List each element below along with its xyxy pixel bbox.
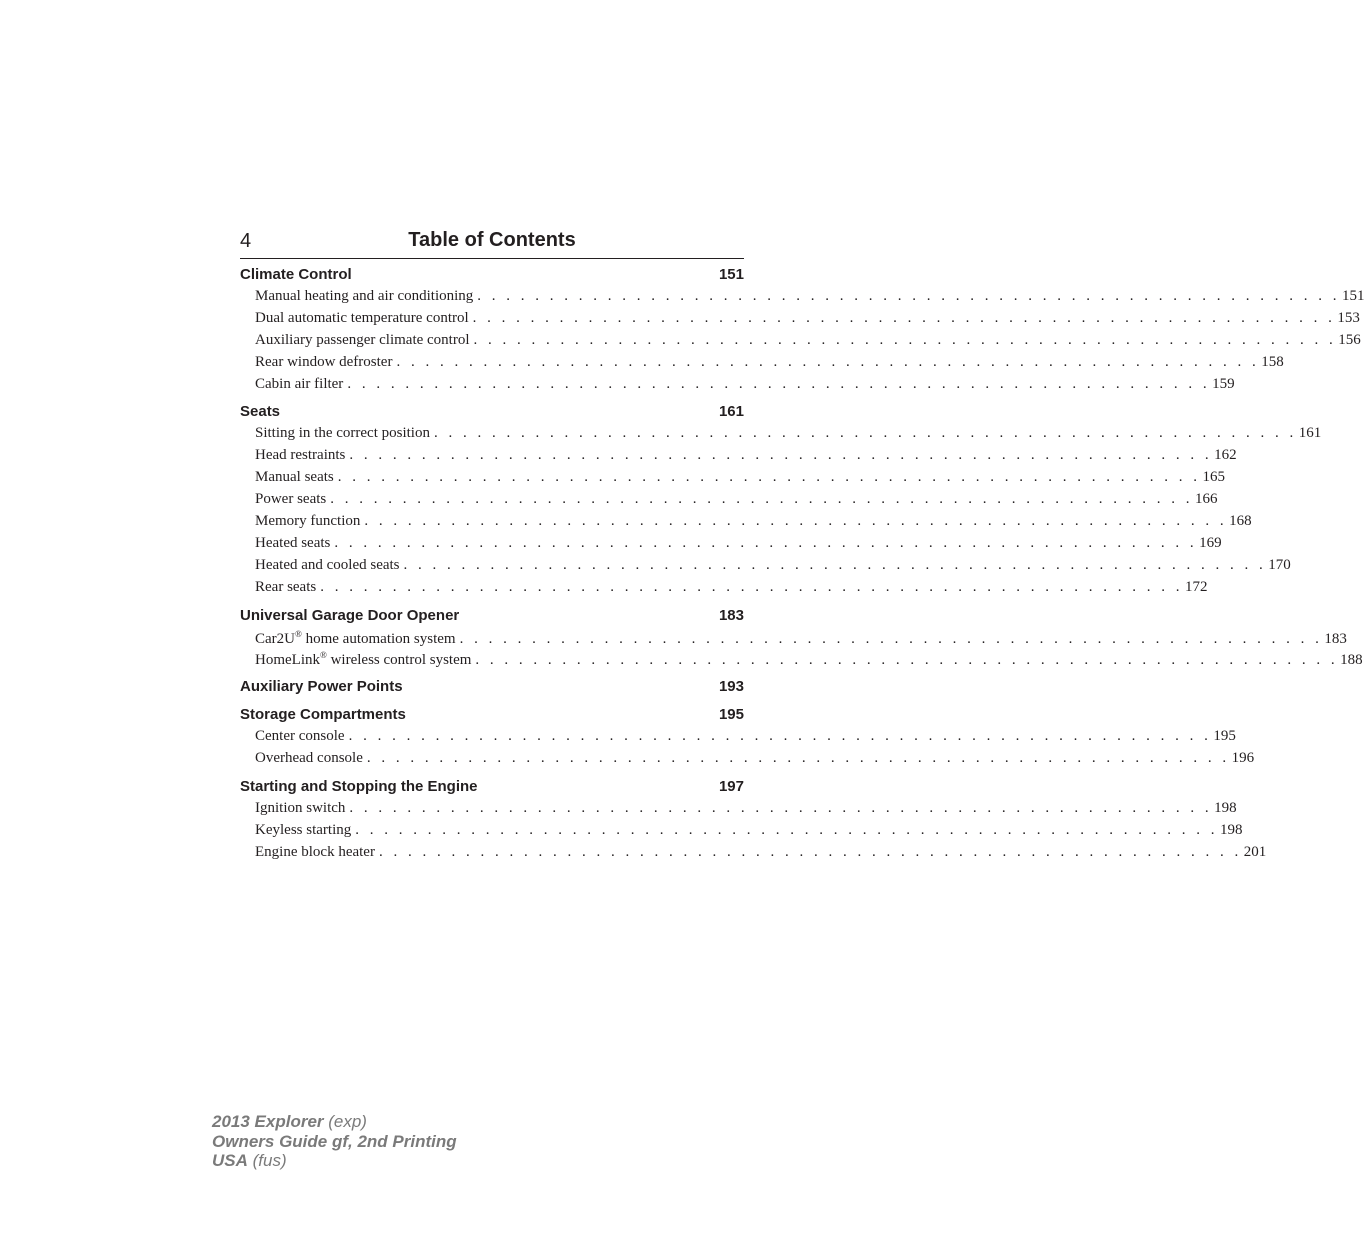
entry-page-number: 165 [1202, 469, 1225, 486]
toc-entry[interactable] [240, 288, 1365, 310]
entry-label: Car2U® home automation system [255, 628, 456, 647]
toc-entry[interactable] [240, 491, 1218, 513]
section-title: Seats [240, 403, 281, 421]
toc-entry[interactable] [240, 425, 1322, 447]
dot-leader: . . . . . . . . . . . . . . . . . . . . . . . . . . . . . . . . . . . . . . . . . . . . . . . . . . . . . . . . . . . . [475, 652, 1339, 669]
entry-page-number: 170 [1268, 556, 1291, 573]
table-of-contents [240, 266, 1365, 872]
dot-leader: . . . . . . . . . . . . . . . . . . . . . . . . . . . . . . . . . . . . . . . . . . . . . . . . . . . . . . . . . . . . [364, 513, 1228, 530]
toc-entry[interactable] [240, 375, 1235, 398]
entry-label: Rear window defroster [255, 353, 393, 370]
toc-entry[interactable] [240, 578, 1208, 601]
toc-entry[interactable] [240, 728, 1236, 750]
entry-page-number: 183 [1324, 630, 1347, 647]
entry-page-number: 168 [1229, 513, 1252, 530]
dot-leader: . . . . . . . . . . . . . . . . . . . . . . . . . . . . . . . . . . . . . . . . . . . . . . . . . . . . . . . . . . . . [337, 469, 1201, 486]
dot-leader: . . . . . . . . . . . . . . . . . . . . . . . . . . . . . . . . . . . . . . . . . . . . . . . . . . . . . . . . . . . . [472, 309, 1336, 326]
footer-line-2: Owners Guide gf, 2nd Printing [212, 1131, 457, 1151]
toc-entry[interactable] [240, 843, 1267, 866]
entry-label: Engine block heater [255, 843, 375, 860]
toc-section-heading[interactable] [240, 778, 744, 800]
entry-page-number: 169 [1199, 534, 1222, 551]
section-page-number: 195 [718, 706, 744, 724]
registered-mark: ® [295, 628, 302, 639]
entry-page-number: 158 [1261, 353, 1284, 370]
section-title: Starting and Stopping the Engine [240, 778, 478, 796]
section-title: Climate Control [240, 266, 352, 283]
entry-label: HomeLink® wireless control system [255, 650, 472, 669]
entry-page-number: 172 [1184, 578, 1208, 595]
toc-section [240, 606, 1363, 673]
page-title: Table of Contents [408, 229, 576, 251]
dot-leader: . . . . . . . . . . . . . . . . . . . . . . . . . . . . . . . . . . . . . . . . . . . . . . . . . . . . . . . . . . . . [347, 375, 1211, 392]
toc-entry[interactable] [240, 750, 1255, 772]
dot-leader: . . . . . . . . . . . . . . . . . . . . . . . . . . . . . . . . . . . . . . . . . . . . . . . . . . . . . . . . . . . . [433, 425, 1297, 442]
section-title: Auxiliary Power Points [240, 678, 403, 696]
dot-leader: . . . . . . . . . . . . . . . . . . . . . . . . . . . . . . . . . . . . . . . . . . . . . . . . . . . . . . . . . . . . [349, 800, 1213, 817]
toc-entry[interactable] [240, 628, 1347, 651]
dot-leader: . . . . . . . . . . . . . . . . . . . . . . . . . . . . . . . . . . . . . . . . . . . . . . . . . . . . . . . . . . . . [355, 822, 1218, 839]
toc-entry[interactable] [240, 309, 1360, 332]
toc-entry[interactable] [240, 650, 1363, 672]
entry-label: Heated and cooled seats [255, 556, 400, 573]
toc-entry[interactable] [240, 469, 1225, 491]
entry-label: Heated seats [255, 534, 331, 551]
entry-label: Auxiliary passenger climate control [255, 331, 470, 348]
toc-section [240, 706, 1255, 772]
dot-leader: . . . . . . . . . . . . . . . . . . . . . . . . . . . . . . . . . . . . . . . . . . . . . . . . . . . . . . . . . . . . [330, 491, 1193, 508]
entry-page-number: 195 [1213, 728, 1236, 745]
dot-leader: . . . . . . . . . . . . . . . . . . . . . . . . . . . . . . . . . . . . . . . . . . . . . . . . . . . . . . . . . . . . [349, 447, 1213, 464]
toc-section-heading[interactable] [240, 607, 744, 629]
dot-leader: . . . . . . . . . . . . . . . . . . . . . . . . . . . . . . . . . . . . . . . . . . . . . . . . . . . . . . . . . . . . [477, 288, 1341, 304]
dot-leader: . . . . . . . . . . . . . . . . . . . . . . . . . . . . . . . . . . . . . . . . . . . . . . . . . . . . . . . . . . . . [334, 534, 1198, 551]
section-page-number: 193 [718, 678, 744, 696]
footer-line-3: USA (fus) [212, 1151, 287, 1170]
toc-section [240, 403, 1322, 600]
entry-label: Overhead console [255, 750, 363, 767]
entry-page-number: 161 [1298, 425, 1322, 442]
dot-leader: . . . . . . . . . . . . . . . . . . . . . . . . . . . . . . . . . . . . . . . . . . . . . . . . . . . . . . . . . . . . [396, 353, 1260, 370]
entry-page-number: 153 [1337, 309, 1360, 326]
registered-mark: ® [320, 650, 327, 661]
toc-section [240, 266, 1365, 397]
footer [212, 1112, 457, 1171]
entry-label: Keyless starting [255, 822, 352, 839]
toc-entry[interactable] [240, 822, 1243, 844]
toc-section [240, 778, 1267, 866]
entry-label: Rear seats [255, 578, 317, 595]
toc-entry[interactable] [240, 513, 1252, 535]
section-page-number: 183 [718, 606, 744, 624]
entry-label: Manual heating and air conditioning [255, 288, 474, 304]
toc-entry[interactable] [240, 353, 1284, 376]
section-title: Universal Garage Door Opener [240, 606, 460, 624]
dot-leader: . . . . . . . . . . . . . . . . . . . . . . . . . . . . . . . . . . . . . . . . . . . . . . . . . . . . . . . . . . . . [366, 750, 1230, 767]
toc-section [240, 678, 744, 700]
entry-label: Center console [255, 728, 345, 745]
entry-page-number: 188 [1340, 652, 1363, 669]
dot-leader: . . . . . . . . . . . . . . . . . . . . . . . . . . . . . . . . . . . . . . . . . . . . . . . . . . . . . . . . . . . . [459, 630, 1323, 647]
entry-page-number: 198 [1214, 800, 1237, 817]
entry-label: Sitting in the correct position [255, 425, 430, 442]
section-page-number: 151 [718, 266, 744, 283]
section-page-number: 161 [718, 403, 744, 421]
toc-entry[interactable] [240, 556, 1291, 579]
toc-section-heading[interactable] [240, 403, 744, 425]
entry-label: Ignition switch [255, 800, 346, 817]
section-title: Storage Compartments [240, 706, 406, 724]
entry-page-number: 166 [1195, 491, 1218, 508]
entry-page-number: 156 [1338, 331, 1361, 348]
entry-label: Dual automatic temperature control [255, 309, 469, 326]
toc-section-heading[interactable] [240, 706, 744, 728]
entry-label: Cabin air filter [255, 375, 344, 392]
entry-page-number: 162 [1214, 447, 1237, 464]
dot-leader: . . . . . . . . . . . . . . . . . . . . . . . . . . . . . . . . . . . . . . . . . . . . . . . . . . . . . . . . . . . . [473, 331, 1337, 348]
dot-leader: . . . . . . . . . . . . . . . . . . . . . . . . . . . . . . . . . . . . . . . . . . . . . . . . . . . . . . . . . . . . [378, 843, 1242, 860]
entry-page-number: 198 [1219, 822, 1243, 839]
entry-label: Power seats [255, 491, 327, 508]
toc-entry[interactable] [240, 447, 1237, 469]
footer-line-1: 2013 Explorer (exp) [212, 1112, 367, 1131]
entry-page-number: 196 [1231, 750, 1255, 767]
entry-page-number: 201 [1243, 843, 1267, 860]
page-header [240, 228, 744, 259]
toc-entry[interactable] [240, 534, 1222, 557]
toc-entry[interactable] [240, 331, 1361, 354]
page-number: 4 [240, 230, 252, 252]
toc-entry[interactable] [240, 800, 1237, 822]
entry-label: Head restraints [255, 447, 346, 464]
dot-leader: . . . . . . . . . . . . . . . . . . . . . . . . . . . . . . . . . . . . . . . . . . . . . . . . . . . . . . . . . . . . [320, 578, 1183, 595]
entry-label: Memory function [255, 513, 361, 530]
toc-section-heading[interactable] [240, 266, 744, 288]
entry-page-number: 151 [1342, 288, 1365, 304]
entry-page-number: 159 [1212, 375, 1235, 392]
entry-label: Manual seats [255, 469, 334, 486]
dot-leader: . . . . . . . . . . . . . . . . . . . . . . . . . . . . . . . . . . . . . . . . . . . . . . . . . . . . . . . . . . . . [403, 556, 1267, 573]
toc-section-heading[interactable] [240, 678, 744, 700]
section-page-number: 197 [718, 778, 744, 796]
dot-leader: . . . . . . . . . . . . . . . . . . . . . . . . . . . . . . . . . . . . . . . . . . . . . . . . . . . . . . . . . . . . [348, 728, 1212, 745]
